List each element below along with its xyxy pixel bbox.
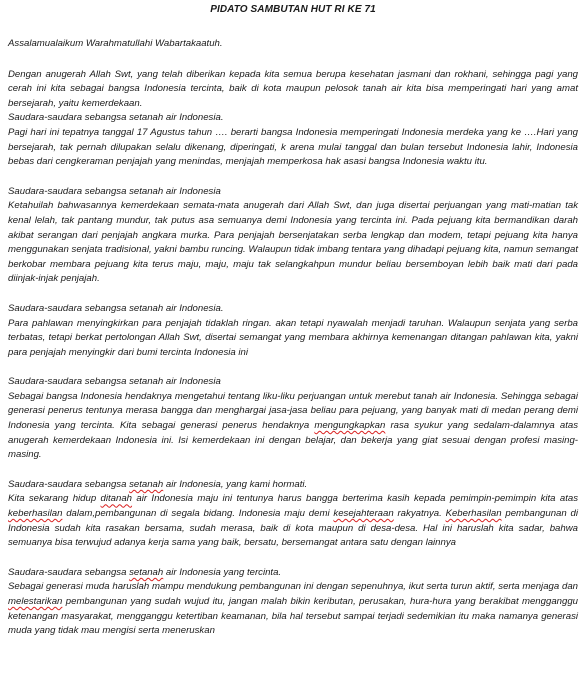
text-run: air Indonesia yang tercinta.	[163, 566, 282, 578]
section-heading: Saudara-saudara sebangsa setanah air Indonesia	[8, 376, 221, 388]
section-6	[8, 566, 578, 639]
text-run: air Indonesia maju ini tentunya harus bangga berterima kasih kepada pemimpin-pemimpin kita atas	[132, 493, 578, 505]
misspelled-word: keberhasilan	[8, 508, 63, 520]
section-body: Ketahuilah bahwasannya kemerdekaan semata-mata anugerah dari Allah Swt, dan juga disertai perjuangan yang mati-matian tak kenal lelah, tak pantang mundur, tak putus asa semuanya demi Indonesia yang tercinta ini. Pada pejuang kita bermandikan darah akibat serangan dari penjajah angkara murka. Para penjajah bersenjatakan serba lengkap dan modem, tetapi pejuang kita hanya menggunakan senjata tradisional, yakni bambu runcing. Walaupun tidak imbang tentara yang dihadapi pejuang kita, namun semangat berkobar membara pejuang kita terus maju, maju, maju tak selangkahpun mundur beliau bersemboyan lebih baik mati dari pada diinjak-injak penjajah.	[8, 200, 578, 285]
text-run: Sebagai bangsa Indonesia hendaknya mengetahui tentang liku-liku perjuangan untuk merebut tanah air Indonesia. Sehingga sebagai generasi penerus tentunya merasa bangga dan menghargai jasa-jasa beliau para pejuang, yang banyak mati di medan perang demi Indonesia yang tercinta. Kita sebagai generasi penerus hendaknya	[8, 390, 578, 432]
section-3	[8, 302, 578, 360]
text-run: Sebagai generasi muda haruslah mampu mendukung pembangunan ini dengan sepenuhnya, ikut serta turun aktif, serta menjaga dan	[8, 581, 578, 593]
section-1	[8, 111, 578, 169]
misspelled-word: setanah	[129, 478, 164, 490]
text-run: pembangunan di Indonesia sudah kita rasakan bersama, sudah merasa, baik di kota maupun di desa-desa. Hal ini haruslah kita sadar, bahwa semuanya bisa terwujud adanya kerja sama yang baik, bersatu, bersemangat antara satu dengan lainnya	[8, 508, 579, 549]
misspelled-word: melestarikan	[8, 596, 63, 607]
section-heading: Saudara-saudara sebangsa setanah air Indonesia.	[8, 112, 224, 124]
text-run: rasa syukur yang sedalam-dalamnya atas anugerah kemerdekaan Indonesia ini. Isi kemerdekaan ini dengan belajar, dan bekerja yang giat sesuai dengan profesi masing-masing.	[8, 420, 578, 461]
misspelled-word: mengungkapkan	[314, 420, 386, 432]
section-body	[8, 390, 578, 463]
section-5	[8, 478, 578, 551]
misspelled-word: ditanah	[100, 493, 133, 505]
document-title: PIDATO SAMBUTAN HUT RI KE 71	[210, 4, 376, 15]
misspelled-word: kesejahteraan	[333, 508, 394, 520]
misspelled-word: setanah	[129, 566, 164, 578]
text-run: Saudara-saudara sebangsa	[8, 566, 130, 578]
section-body	[8, 492, 578, 550]
section-4	[8, 375, 578, 463]
section-heading	[8, 478, 578, 493]
text-run: dalam,pembangunan di segala bidang. Indonesia maju demi	[62, 508, 334, 520]
text-run: rakyatnya.	[393, 508, 446, 520]
text-run: pembangunan yang sudah wujud itu, jangan malah bikin keributan, perusakan, hura-hura yang berakibat mengganggu ketenangan masyarakat, mengganggu ketertiban keamanan, bila hal tersebut sampai terjadi sedemikian itu maka namanya generasi muda yang tidak mau mengisi serta meneruskan	[8, 596, 578, 637]
section-body	[8, 580, 578, 638]
section-2	[8, 185, 578, 287]
section-body: Para pahlawan menyingkirkan para penjajah tidaklah ringan. akan tetapi nyawalah menjadi taruhan. Walaupun senjata yang serba terbatas, tetapi berkat pertolongan Allah Swt, disertai semangat yang membara akhirnya kemenangan ditangan pahlawan kita, yakni para penjajah menyingkir dari bumi tercinta Indonesia ini	[8, 317, 578, 358]
misspelled-word: Keberhasilan	[445, 508, 502, 520]
text-run: Kita sekarang hidup	[8, 493, 101, 505]
text-run: Saudara-saudara sebangsa	[8, 478, 130, 490]
intro-paragraph: Dengan anugerah Allah Swt, yang telah diberikan kepada kita semua berupa kesehatan jasmani dan rokhani, sehingga pagi yang cerah ini kita sebagai bangsa Indonesia tercinta, baik di kota maupun pelosok tanah air kita bisa memperingati hari yang amat bersejarah, yaitu kemerdekaan.	[8, 68, 578, 109]
text-run: air Indonesia, yang kami hormati.	[163, 478, 308, 490]
section-heading	[8, 566, 578, 581]
greeting: Assalamualaikum Warahmatullahi Wabartakaatuh.	[8, 38, 223, 49]
section-heading: Saudara-saudara sebangsa setanah air Indonesia.	[8, 302, 224, 314]
section-heading: Saudara-saudara sebangsa setanah air Indonesia	[8, 185, 221, 197]
section-body: Pagi hari ini tepatnya tanggal 17 Agustus tahun …. berarti bangsa Indonesia memperingati Indonesia merdeka yang ke ….Hari yang bersejarah, tak pernah dilupakan selalu dikenang, diperingati, k arena mulai tanggal dan bulan tersebut Indonesia lahir, Indonesia bebas dari cengkeraman penjajah yang menindas, menjajah memperkosa hak asasi bangsa Indonesia waktu itu.	[8, 126, 578, 168]
